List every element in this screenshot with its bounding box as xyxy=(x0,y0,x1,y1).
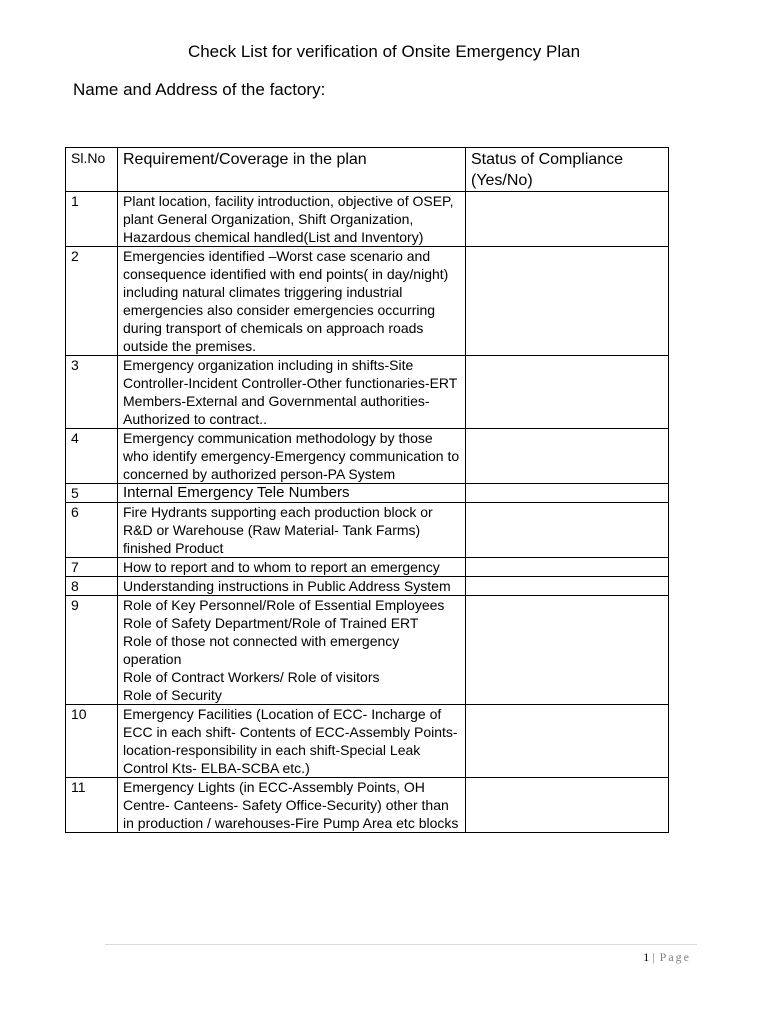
row-status-cell[interactable] xyxy=(466,356,669,429)
row-number: 3 xyxy=(66,356,118,429)
table-row xyxy=(66,247,669,356)
page-number: 1 xyxy=(643,950,650,964)
row-requirement: Understanding instructions in Public Address System xyxy=(118,577,466,596)
row-number: 11 xyxy=(66,778,118,833)
row-status-cell[interactable] xyxy=(466,503,669,558)
row-number: 9 xyxy=(66,596,118,705)
row-requirement: Internal Emergency Tele Numbers xyxy=(118,484,466,503)
header-status-of-compliance: Status of Compliance (Yes/No) xyxy=(466,148,669,192)
row-requirement: Emergencies identified –Worst case scenario and consequence identified with end points( in day/night) including natural climates triggering industrial emergencies also consider emergencies occurring during transport of chemicals on approach roads outside the premises. xyxy=(118,247,466,356)
table-row xyxy=(66,596,669,705)
page-footer xyxy=(643,950,691,965)
table-row xyxy=(66,192,669,247)
table-row xyxy=(66,558,669,577)
row-status-cell[interactable] xyxy=(466,247,669,356)
row-number: 10 xyxy=(66,705,118,778)
row-number: 2 xyxy=(66,247,118,356)
page-label: Page xyxy=(659,950,691,964)
row-number: 7 xyxy=(66,558,118,577)
row-status-cell[interactable] xyxy=(466,484,669,503)
factory-name-address-label: Name and Address of the factory: xyxy=(73,80,326,99)
table-row xyxy=(66,356,669,429)
table-row xyxy=(66,503,669,558)
row-requirement: Plant location, facility introduction, objective of OSEP, plant General Organization, Shift Organization, Hazardous chemical handled(List and Inventory) xyxy=(118,192,466,247)
table-row xyxy=(66,577,669,596)
table-row xyxy=(66,484,669,503)
row-number: 5 xyxy=(66,484,118,503)
row-number: 4 xyxy=(66,429,118,484)
row-requirement: Role of Key Personnel/Role of Essential Employees Role of Safety Department/Role of Trained ERT Role of those not connected with emergency operation Role of Contract Workers/ Role of visitors Role of Security xyxy=(118,596,466,705)
row-number: 1 xyxy=(66,192,118,247)
document-title: Check List for verification of Onsite Emergency Plan xyxy=(187,42,581,61)
footer-separator: | xyxy=(652,950,657,964)
header-sl-no: Sl.No xyxy=(66,148,118,192)
row-number: 8 xyxy=(66,577,118,596)
footer-divider xyxy=(105,944,697,945)
row-requirement: Fire Hydrants supporting each production block or R&D or Warehouse (Raw Material- Tank Farms) finished Product xyxy=(118,503,466,558)
row-requirement: Emergency Lights (in ECC-Assembly Points, OH Centre- Canteens- Safety Office-Security) other than in production / warehouses-Fire Pump Area etc blocks xyxy=(118,778,466,833)
row-status-cell[interactable] xyxy=(466,577,669,596)
table-row xyxy=(66,705,669,778)
row-status-cell[interactable] xyxy=(466,596,669,705)
row-status-cell[interactable] xyxy=(466,558,669,577)
row-status-cell[interactable] xyxy=(466,778,669,833)
checklist-table xyxy=(65,147,669,833)
row-number: 6 xyxy=(66,503,118,558)
row-requirement: Emergency communication methodology by those who identify emergency-Emergency communication to concerned by authorized person-PA System xyxy=(118,429,466,484)
row-requirement: Emergency Facilities (Location of ECC- Incharge of ECC in each shift- Contents of ECC-Assembly Points-location-responsibility in each shift-Special Leak Control Kts- ELBA-SCBA etc.) xyxy=(118,705,466,778)
row-requirement: Emergency organization including in shifts-Site Controller-Incident Controller-Other functionaries-ERT Members-External and Governmental authorities-Authorized to contract.. xyxy=(118,356,466,429)
table-row xyxy=(66,778,669,833)
row-status-cell[interactable] xyxy=(466,429,669,484)
row-status-cell[interactable] xyxy=(466,705,669,778)
row-requirement: How to report and to whom to report an emergency xyxy=(118,558,466,577)
table-header-row xyxy=(66,148,669,192)
header-requirement: Requirement/Coverage in the plan xyxy=(118,148,466,192)
table-row xyxy=(66,429,669,484)
row-status-cell[interactable] xyxy=(466,192,669,247)
